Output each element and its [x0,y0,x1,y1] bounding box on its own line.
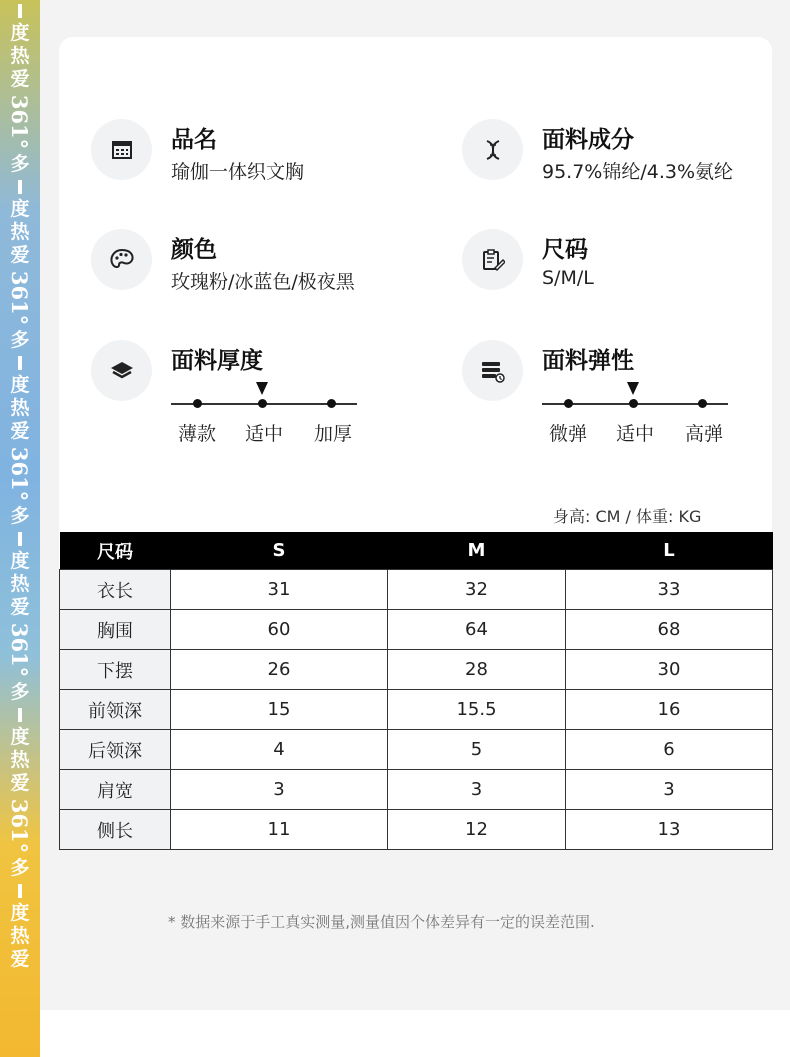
table-cell: 68 [566,610,773,650]
table-row [60,650,773,690]
attr-color [91,229,411,309]
strip-char: 爱 [10,420,30,442]
measurement-footnote: * 数据来源于手工真实测量,测量值因个体差异有一定的误差范围. [168,913,595,931]
scale-label: 加厚 [313,423,353,445]
size-chart-table [59,532,773,850]
table-cell: 32 [388,570,566,610]
table-row-label: 胸围 [60,610,171,650]
strip-char: 度 [10,374,30,396]
table-row [60,610,773,650]
table-cell: 12 [388,810,566,850]
table-cell: 3 [388,770,566,810]
server-stack-icon [462,340,523,401]
strip-char: 度 [10,550,30,572]
scale-selected-marker [256,382,268,395]
scale-selected-marker [627,382,639,395]
strip-block [0,91,40,267]
strip-char: 度 [10,902,30,924]
table-cell: 3 [171,770,388,810]
strip-char: 多 [10,505,30,527]
scale-label: 薄款 [177,423,217,445]
table-row-label: 肩宽 [60,770,171,810]
attr-title: 尺码 [542,237,588,263]
table-cell: 31 [171,570,388,610]
palette-icon [91,229,152,290]
scale-label: 适中 [244,423,284,445]
table-cell: 16 [566,690,773,730]
strip-char: 多 [10,857,30,879]
thickness-scale [171,384,357,444]
unit-note: 身高: CM / 体重: KG [553,507,702,526]
table-cell: 3 [566,770,773,810]
strip-char: 多 [10,681,30,703]
attr-title: 面料厚度 [171,348,263,374]
layers-icon [91,340,152,401]
table-cell: 13 [566,810,773,850]
attr-value: S/M/L [542,267,594,289]
calendar-grid-icon [91,119,152,180]
table-cell: 15 [171,690,388,730]
strip-dash [18,532,22,546]
table-header-row [60,532,773,570]
strip-char: 热 [10,45,30,67]
strip-char: 多 [10,329,30,351]
attr-value: 玫瑰粉/冰蓝色/极夜黑 [171,271,355,293]
side-brand-strip [0,0,40,1057]
brand-logo: 361° [7,94,33,150]
table-row-label: 衣长 [60,570,171,610]
strip-block [0,443,40,619]
table-cell: 28 [388,650,566,690]
strip-char: 爱 [10,68,30,90]
scale-label: 高弹 [684,423,724,445]
table-row [60,770,773,810]
strip-char: 热 [10,925,30,947]
strip-block [0,267,40,443]
attr-fabric-thickness [91,340,411,460]
table-row [60,690,773,730]
table-header-cell: S [171,532,388,570]
bottom-band [40,1010,790,1057]
table-row-label: 侧长 [60,810,171,850]
strip-char: 热 [10,573,30,595]
table-cell: 33 [566,570,773,610]
strip-char: 热 [10,397,30,419]
table-row-label: 前领深 [60,690,171,730]
strip-char: 爱 [10,244,30,266]
attr-value: 瑜伽一体织文胸 [171,161,305,183]
table-cell: 11 [171,810,388,850]
brand-logo: 361° [7,270,33,326]
table-header-cell: L [566,532,773,570]
table-cell: 60 [171,610,388,650]
attr-title: 品名 [171,127,217,153]
table-cell: 5 [388,730,566,770]
strip-dash [18,884,22,898]
strip-block [0,619,40,795]
strip-block [0,0,40,91]
scale-dot [193,399,202,408]
brand-logo: 361° [7,798,33,854]
strip-block [0,795,40,971]
strip-char: 度 [10,726,30,748]
attr-title: 面料成分 [542,127,634,153]
strip-char: 爱 [10,596,30,618]
dna-icon [462,119,523,180]
attr-fabric-elasticity [462,340,782,460]
scale-label: 适中 [615,423,655,445]
table-cell: 15.5 [388,690,566,730]
table-cell: 64 [388,610,566,650]
table-row [60,810,773,850]
strip-dash [18,356,22,370]
attr-title: 颜色 [171,237,217,263]
table-cell: 26 [171,650,388,690]
attr-value: 95.7%锦纶/4.3%氨纶 [542,161,734,183]
table-cell: 30 [566,650,773,690]
scale-dot [258,399,267,408]
strip-char: 爱 [10,772,30,794]
attr-title: 面料弹性 [542,348,634,374]
table-row-label: 下摆 [60,650,171,690]
attr-fabric-composition [462,119,782,199]
scale-dot [327,399,336,408]
strip-char: 度 [10,22,30,44]
scale-dot [698,399,707,408]
table-row [60,570,773,610]
scale-dot [629,399,638,408]
table-row-label: 后领深 [60,730,171,770]
strip-char: 热 [10,749,30,771]
brand-logo: 361° [7,446,33,502]
strip-char: 爱 [10,948,30,970]
elasticity-scale [542,384,728,444]
table-cell: 4 [171,730,388,770]
attr-size [462,229,782,309]
table-cell: 6 [566,730,773,770]
strip-dash [18,180,22,194]
table-header-cell: 尺码 [60,532,171,570]
scale-label: 微弹 [548,423,588,445]
attr-product-name [91,119,411,199]
strip-char: 多 [10,153,30,175]
strip-char: 热 [10,221,30,243]
strip-char: 度 [10,198,30,220]
clipboard-ruler-icon [462,229,523,290]
side-strip-content [0,0,40,971]
brand-logo: 361° [7,622,33,678]
strip-dash [18,4,22,18]
table-row [60,730,773,770]
scale-dot [564,399,573,408]
strip-dash [18,708,22,722]
table-header-cell: M [388,532,566,570]
